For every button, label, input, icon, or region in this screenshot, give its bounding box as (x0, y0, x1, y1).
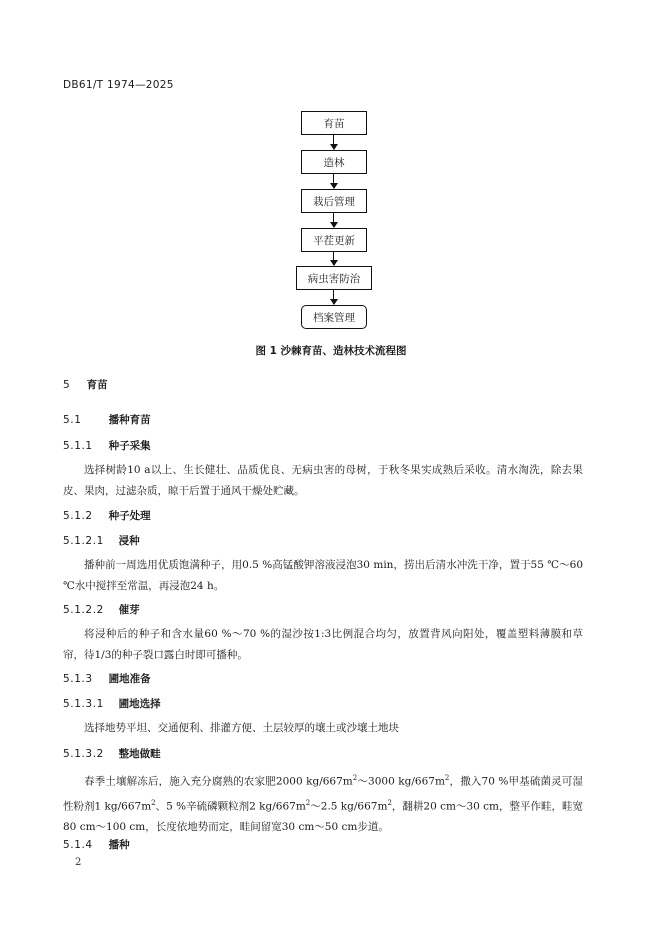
heading-title: 圃地选择 (118, 698, 161, 710)
heading-title: 种子处理 (108, 510, 151, 522)
heading-number: 5.1.3.2 (63, 748, 104, 760)
page-number: 2 (75, 857, 82, 868)
flow-arrow (333, 213, 334, 227)
heading-title: 浸种 (118, 535, 140, 547)
flow-arrow (333, 135, 334, 149)
superscript: 2 (305, 798, 311, 807)
flow-step-afforestation: 造林 (301, 150, 367, 174)
heading-5-1-2 (63, 508, 151, 523)
superscript: 2 (444, 774, 450, 782)
heading-5-1-4 (63, 837, 130, 852)
flow-step-coppice: 平茬更新 (301, 228, 367, 252)
flow-step-pest-control: 病虫害防治 (296, 266, 372, 290)
text-run: ，撒入70 %甲基硫菌灵可湿性粉剂1 kg/667m (63, 775, 583, 812)
heading-5-1-2-2 (63, 602, 140, 617)
heading-title: 圃地准备 (108, 673, 151, 685)
heading-title: 播种育苗 (108, 414, 151, 426)
text-run: ～3000 kg/667m (357, 775, 445, 788)
heading-title: 播种 (108, 839, 130, 851)
text-run: ，翻耕20 cm～30 cm，整平作畦，畦宽80 cm～100 cm，长度依地势而定，畦间留宽30 cm～50 cm步道。 (63, 800, 584, 833)
text-run: ～2.5 kg/667m (310, 800, 388, 812)
heading-number: 5.1.3 (63, 673, 93, 685)
flow-arrow (333, 290, 334, 304)
heading-5-1-3 (63, 671, 151, 686)
standard-code: DB61/T 1974—2025 (63, 79, 174, 91)
heading-title: 整地做畦 (118, 748, 161, 760)
heading-title: 育苗 (86, 379, 108, 391)
flow-step-post-planting: 栽后管理 (301, 189, 367, 213)
heading-title: 催芽 (118, 604, 140, 616)
superscript: 2 (352, 774, 358, 782)
paragraph-5-1-3-2 (63, 768, 583, 838)
heading-5-1-1 (63, 438, 151, 453)
flow-step-archives: 档案管理 (301, 305, 367, 329)
flow-arrow (333, 174, 334, 188)
text-run: 、5 %辛硫磷颗粒剂2 kg/667m (155, 800, 306, 812)
paragraph-5-1-1: 选择树龄10 a以上、生长健壮、品质优良、无病虫害的母树，于秋冬果实成熟后采收。清水淘洗，除去果皮、果肉，过滤杂质，晾干后置于通风干燥处贮藏。 (63, 464, 583, 497)
paragraph-5-1-3-1: 选择地势平坦、交通便利、排灌方便、土层较厚的壤土或沙壤土地块 (84, 722, 399, 734)
heading-number: 5.1.1 (63, 440, 93, 452)
paragraph-5-1-2-2: 将浸种后的种子和含水量60 %～70 %的湿沙按1:3比例混合均匀，放置背风向阳处，覆盖塑料薄膜和草帘，待1/3的种子裂口露白时即可播种。 (63, 628, 583, 661)
superscript: 2 (151, 798, 156, 807)
heading-number: 5.1.4 (63, 839, 93, 851)
heading-number: 5.1.2 (63, 510, 93, 522)
heading-5-1-3-2 (63, 746, 161, 761)
heading-number: 5.1 (63, 414, 82, 426)
heading-number: 5.1.2.1 (63, 535, 104, 547)
heading-title: 种子采集 (108, 440, 151, 452)
heading-5-1-2-1 (63, 533, 140, 548)
text-run: 春季土壤解冻后，施入充分腐熟的农家肥2000 kg/667m (84, 775, 353, 788)
heading-5-1-3-1 (63, 696, 161, 711)
superscript: 2 (387, 798, 392, 807)
heading-number: 5 (63, 379, 71, 391)
figure-caption: 图 1 沙棘育苗、造林技术流程图 (255, 345, 407, 357)
heading-5-1 (63, 412, 151, 427)
flow-arrow (333, 252, 334, 265)
heading-number: 5.1.3.1 (63, 698, 104, 710)
flow-step-seedling: 育苗 (301, 111, 367, 135)
heading-number: 5.1.2.2 (63, 604, 104, 616)
heading-5 (63, 377, 108, 392)
paragraph-5-1-2-1: 播种前一周选用优质饱满种子，用0.5 %高锰酸钾溶液浸泡30 min，捞出后清水冲洗干净，置于55 ℃～60 ℃水中搅拌至常温，再浸泡24 h。 (63, 559, 583, 592)
